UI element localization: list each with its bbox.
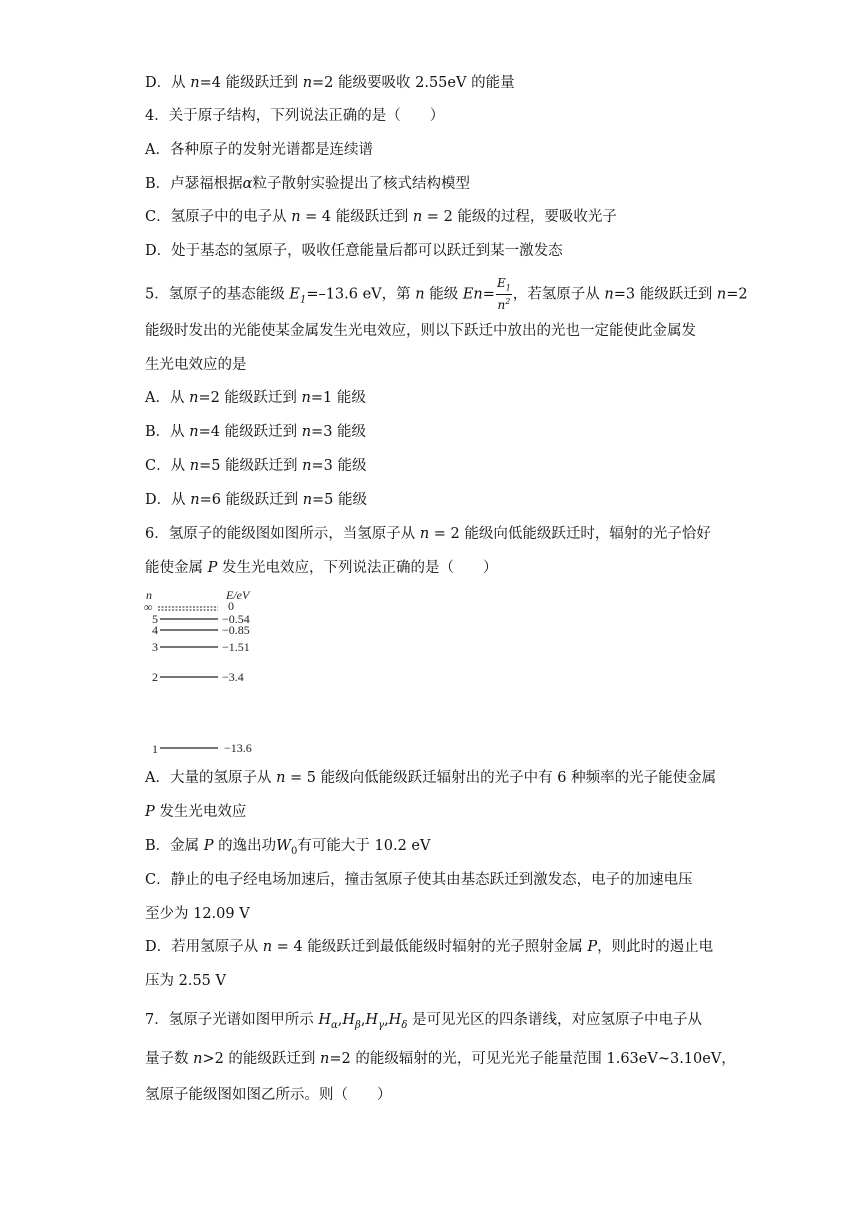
q4-stem: 4．关于原子结构，下列说法正确的是（ ） <box>145 108 445 124</box>
level-n-3: 3 <box>152 640 158 654</box>
q5-stem-line2: 能级时发出的光能使某金属发生光电效应，则以下跃迁中放出的光也一定能使此金属发 <box>145 323 696 339</box>
q7-stem-line1: 7．氢原子光谱如图甲所示 $H_\alpha,H_\beta,H_\gamma,H_\delta$ 是可见光区的四条谱线，对应氢原子中电子从 <box>145 1012 702 1031</box>
energy-fraction: $\frac{E_1}{n^2}$ <box>496 276 511 313</box>
hydrogen-energy-level-diagram <box>140 588 300 758</box>
level-e-3: −1.51 <box>222 640 250 654</box>
q4-option-d: D．处于基态的氢原子，吸收任意能量后都可以跃迁到某一激发态 <box>145 243 563 259</box>
level-n-inf: ∞ <box>144 600 153 614</box>
q4-option-c: C．氢原子中的电子从 n = 4 能级跃迁到 n = 2 能级的过程，要吸收光子 <box>145 209 617 225</box>
level-e-inf: 0 <box>228 599 234 613</box>
q6-option-b: B．金属 P 的逸出功$W_0$有可能大于 10.2 eV <box>145 838 431 857</box>
q6-option-d-line2: 压为 2.55 V <box>145 973 226 989</box>
level-e-2: −3.4 <box>222 670 244 684</box>
q5-stem-line1: 5．氢原子的基态能级 $E_1=-13.6$ eV，第 n 能级 En= $\frac{E_1}{n^2}$ ，若氢原子从 n=3 能级跃迁到 n=2 <box>145 276 748 313</box>
level-n-4: 4 <box>152 623 158 637</box>
level-e-1: −13.6 <box>224 741 252 755</box>
q6-stem-line2: 能使金属 P 发生光电效应，下列说法正确的是（ ） <box>145 560 498 576</box>
q5-option-a: A．从 n=2 能级跃迁到 n=1 能级 <box>145 390 366 406</box>
q7-stem-line3: 氢原子能级图如图乙所示。则（ ） <box>145 1087 392 1103</box>
q6-stem-line1: 6．氢原子的能级图如图所示，当氢原子从 n = 2 能级向低能级跃迁时，辐射的光子恰好 <box>145 526 711 542</box>
q3-option-d: D．从 n=4 能级跃迁到 n=2 能级要吸收 2.55eV 的能量 <box>145 75 515 91</box>
q4-option-a: A．各种原子的发射光谱都是连续谱 <box>145 142 373 158</box>
level-e-4: −0.85 <box>222 623 250 637</box>
q6-option-a-line2: P 发生光电效应 <box>145 804 247 820</box>
level-e-5: −0.54 <box>222 612 250 626</box>
q4-option-b: B．卢瑟福根据α粒子散射实验提出了核式结构模型 <box>145 176 470 192</box>
level-n-1: 1 <box>152 742 158 756</box>
q6-option-a-line1: A．大量的氢原子从 n = 5 能级向低能级跃迁辐射出的光子中有 6 种频率的光子能使金属 <box>145 770 717 786</box>
q6-option-c-line2: 至少为 12.09 V <box>145 906 250 922</box>
q6-option-d-line1: D．若用氢原子从 n = 4 能级跃迁到最低能级时辐射的光子照射金属 P，则此时的遏止电 <box>145 939 714 955</box>
q6-option-c-line1: C．静止的电子经电场加速后，撞击氢原子使其由基态跃迁到激发态，电子的加速电压 <box>145 872 693 888</box>
q7-stem-line2: 量子数 n>2 的能级跃迁到 n=2 的能级辐射的光，可见光光子能量范围 1.63eV~3.10eV， <box>145 1051 736 1067</box>
q5-option-c: C．从 n=5 能级跃迁到 n=3 能级 <box>145 458 367 474</box>
q5-option-d: D．从 n=6 能级跃迁到 n=5 能级 <box>145 492 368 508</box>
level-n-2: 2 <box>152 670 158 684</box>
diagram-col-n: n <box>146 588 152 602</box>
q5-option-b: B．从 n=4 能级跃迁到 n=3 能级 <box>145 424 367 440</box>
diagram-col-e: E/eV <box>226 588 250 602</box>
level-n-5: 5 <box>152 612 158 626</box>
q5-stem-line3: 生光电效应的是 <box>145 357 247 373</box>
